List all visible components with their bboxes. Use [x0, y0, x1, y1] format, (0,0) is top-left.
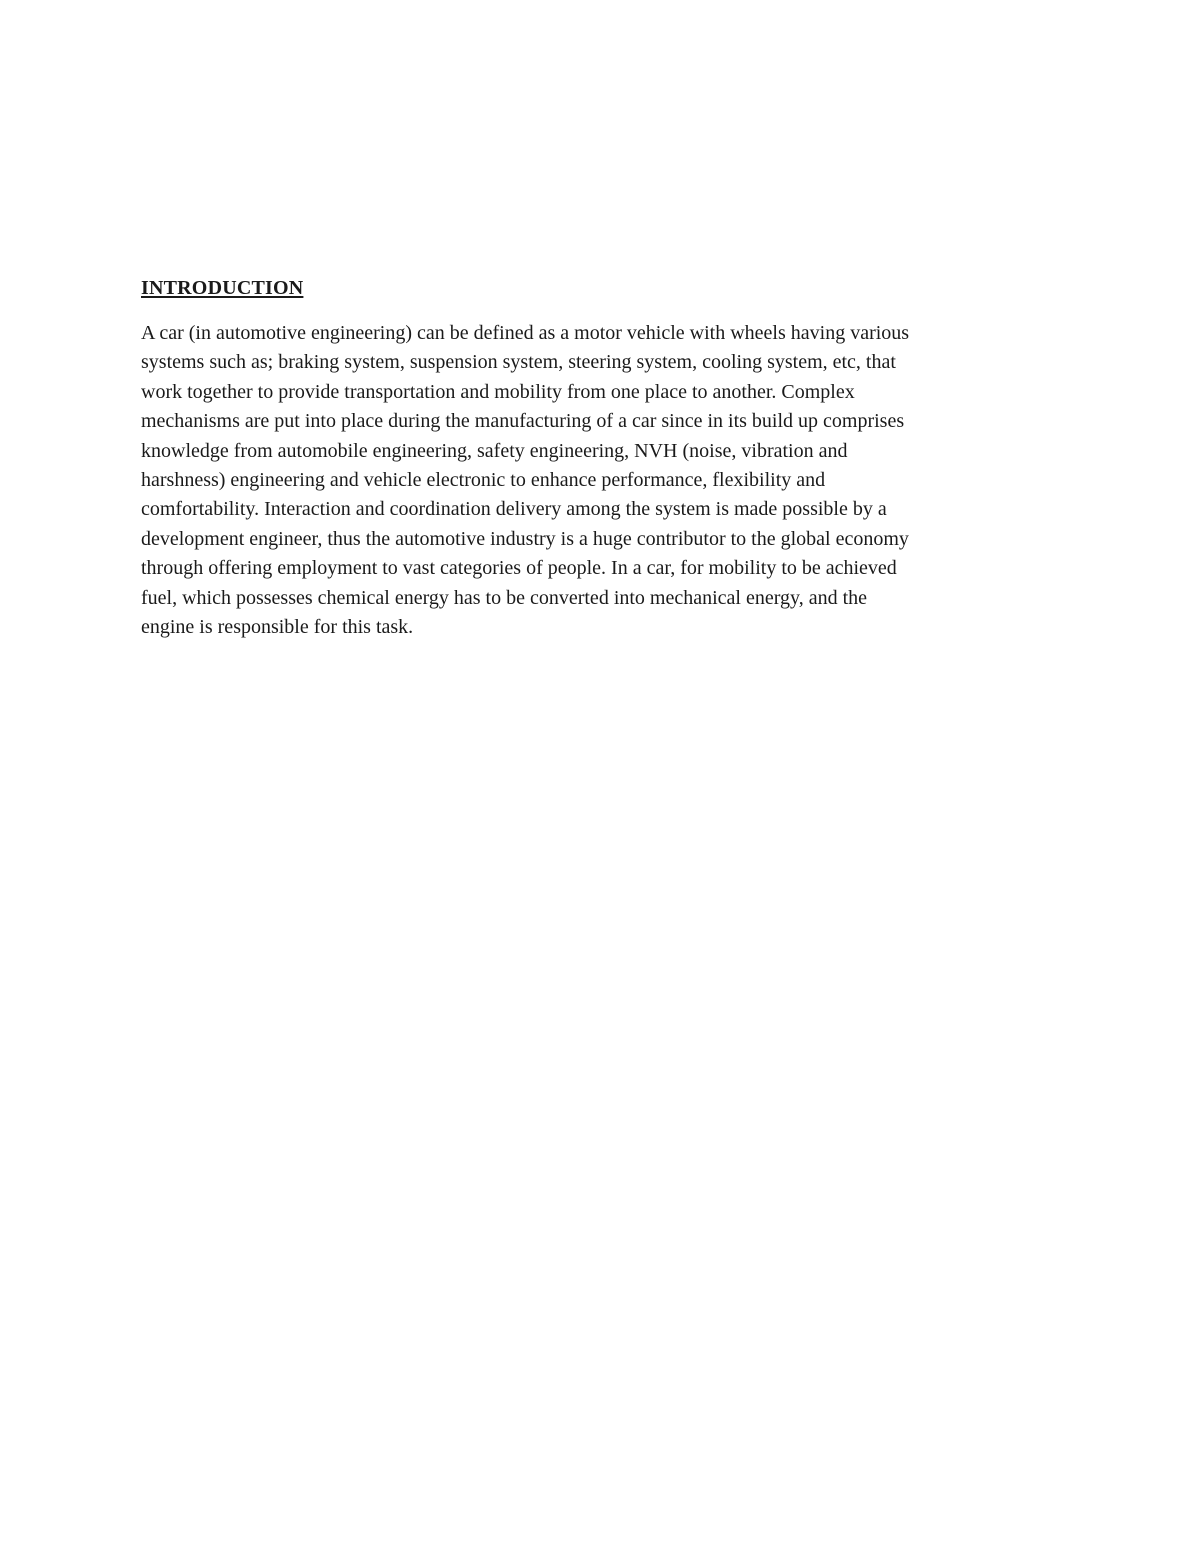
paragraph-line: fuel, which possesses chemical energy has to be converted into mechanical energy, and the [141, 586, 868, 609]
paragraph-line: development engineer, thus the automotive industry is a huge contributor to the global economy [141, 527, 909, 550]
paragraph-line: engine is responsible for this task. [141, 616, 414, 639]
paragraph-line: systems such as; braking system, suspension system, steering system, cooling system, etc, that [141, 351, 896, 374]
document-body [141, 275, 1061, 642]
paragraph-line: A car (in automotive engineering) can be defined as a motor vehicle with wheels having various [141, 322, 910, 344]
paragraph-line: comfortability. Interaction and coordination delivery among the system is made possible by a [141, 498, 887, 521]
paragraph-line: mechanisms are put into place during the manufacturing of a car since in its build up comprises [141, 410, 905, 433]
paragraph-line: through offering employment to vast categories of people. In a car, for mobility to be achieved [141, 557, 897, 580]
section-heading: INTRODUCTION [141, 277, 304, 299]
paragraph-line: harshness) engineering and vehicle electronic to enhance performance, flexibility and [141, 469, 826, 492]
introduction-paragraph [141, 319, 1061, 642]
paragraph-line: work together to provide transportation and mobility from one place to another. Complex [141, 380, 855, 403]
paragraph-line: knowledge from automobile engineering, safety engineering, NVH (noise, vibration and [141, 439, 848, 462]
